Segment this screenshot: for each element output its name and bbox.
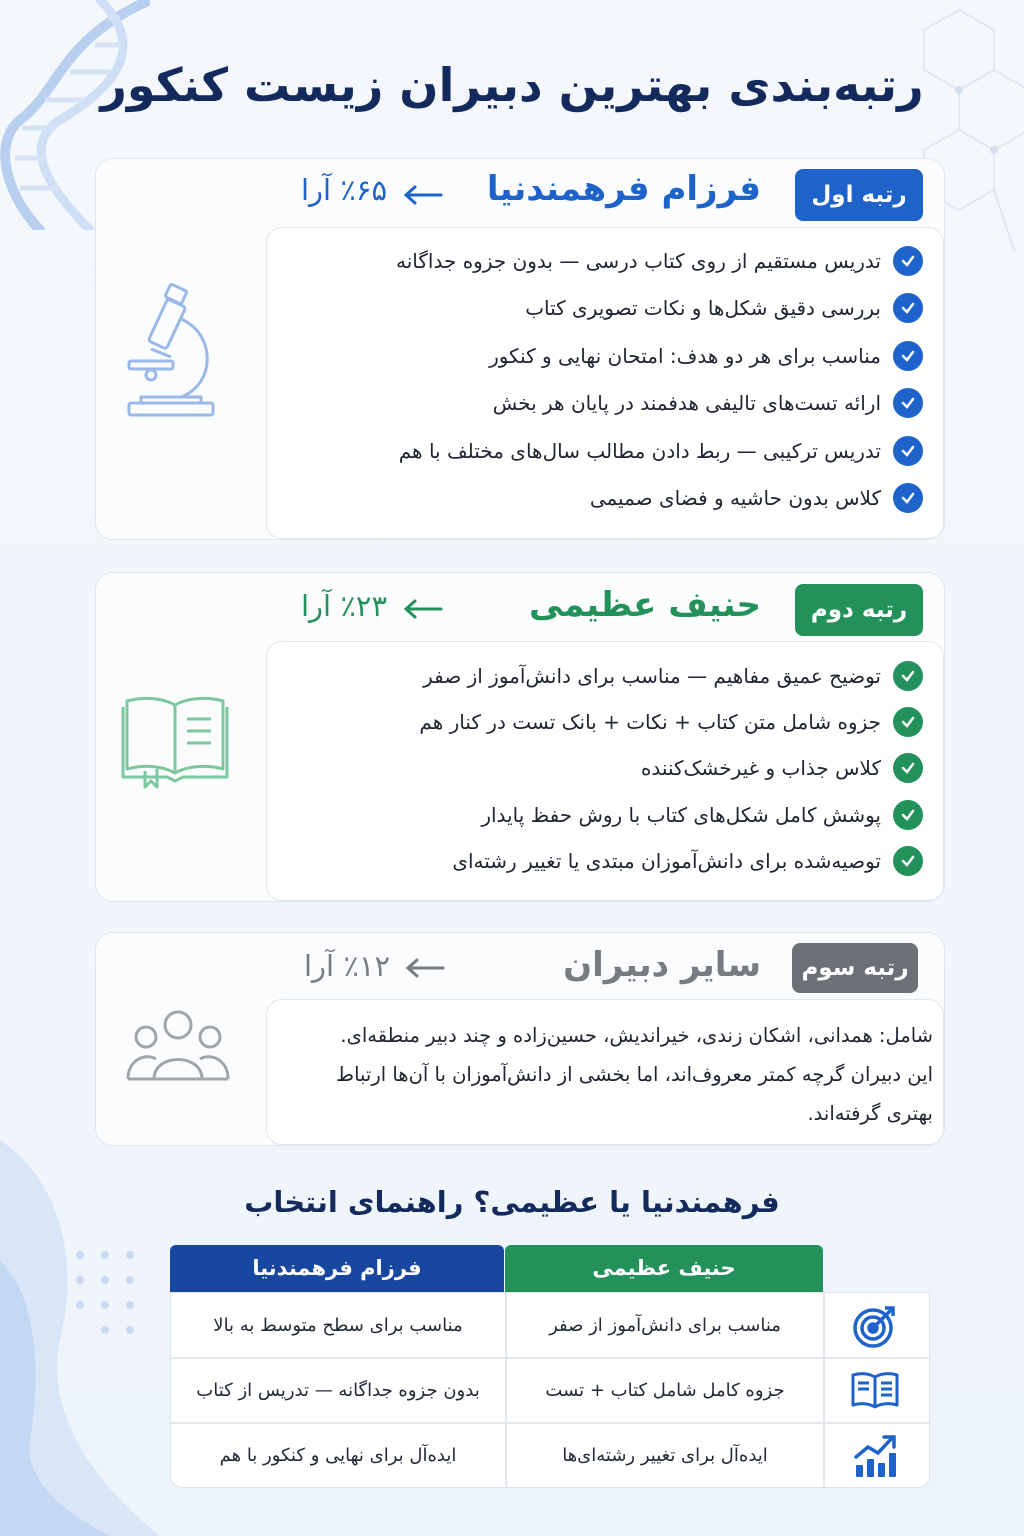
group-icon xyxy=(126,1009,230,1083)
book-icon xyxy=(850,1369,900,1413)
rank-card-first xyxy=(95,158,945,540)
feature-text: توضیح عمیق مفاهیم — مناسب برای دانش‌آموز از صفر xyxy=(423,664,881,688)
feature-text: کلاس بدون حاشیه و فضای صمیمی xyxy=(589,486,881,510)
feature-text: ارائه تست‌های تالیفی هدفمند در پایان هر بخش xyxy=(492,391,881,415)
feature-text: پوشش کامل شکل‌های کتاب با روش حفظ پایدار xyxy=(481,803,881,827)
comparison-title: فرهمندنیا یا عظیمی؟ راهنمای انتخاب xyxy=(244,1185,780,1219)
features-list-second xyxy=(266,641,944,901)
chart-growth-icon xyxy=(852,1433,898,1479)
teacher-name-second: حنیف عظیمی xyxy=(528,585,761,625)
arrow-left-icon xyxy=(403,185,443,205)
list-item xyxy=(287,336,943,376)
comparison-table xyxy=(170,1292,930,1488)
check-icon xyxy=(893,293,923,323)
table-cell: ایده‌آل برای نهایی و کنکور با هم xyxy=(219,1445,457,1466)
feature-text: کلاس جذاب و غیرخشک‌کننده xyxy=(640,756,881,780)
list-item xyxy=(287,795,943,835)
page-title: رتبه‌بندی بهترین دبیران زیست کنکور xyxy=(100,58,924,112)
arrow-left-icon xyxy=(403,599,443,619)
vote-percent-third: ٪۱۲ آرا xyxy=(304,949,391,983)
list-item xyxy=(287,702,943,742)
feature-text: تدریس ترکیبی — ربط دادن مطالب سال‌های مختلف با هم xyxy=(398,439,881,463)
vote-percent-second: ٪۲۳ آرا xyxy=(301,589,388,623)
feature-text: تدریس مستقیم از روی کتاب درسی — بدون جزوه جداگانه xyxy=(396,249,881,273)
check-icon xyxy=(893,846,923,876)
table-header-azimi: حنیف عظیمی xyxy=(505,1245,823,1292)
table-cell: مناسب برای سطح متوسط به بالا xyxy=(213,1315,463,1336)
check-icon xyxy=(893,707,923,737)
teacher-name-first: فرزام فرهمندنیا xyxy=(486,169,761,209)
check-icon xyxy=(893,800,923,830)
table-header-farahmand: فرزام فرهمندنیا xyxy=(170,1245,504,1292)
list-item xyxy=(287,431,943,471)
rank-badge-third: رتبه سوم xyxy=(792,943,918,993)
list-item xyxy=(287,841,943,881)
rank-badge-second: رتبه دوم xyxy=(795,584,923,636)
check-icon xyxy=(893,753,923,783)
check-icon xyxy=(893,388,923,418)
features-list-first xyxy=(266,227,944,539)
table-cell: ایده‌آل برای تغییر رشته‌ای‌ها xyxy=(562,1445,768,1466)
feature-text: مناسب برای هر دو هدف: امتحان نهایی و کنکور xyxy=(489,344,881,368)
check-icon xyxy=(893,341,923,371)
table-cell: مناسب برای دانش‌آموز از صفر xyxy=(549,1315,781,1336)
target-icon xyxy=(851,1302,899,1350)
rank-badge-first: رتبه اول xyxy=(795,169,923,221)
feature-text: بررسی دقیق شکل‌ها و نکات تصویری کتاب xyxy=(525,296,881,320)
list-item xyxy=(287,383,943,423)
check-icon xyxy=(893,436,923,466)
list-item xyxy=(287,478,943,518)
list-item xyxy=(287,241,943,281)
check-icon xyxy=(893,246,923,276)
list-item xyxy=(287,748,943,788)
check-icon xyxy=(893,483,923,513)
other-teachers-box xyxy=(266,999,944,1145)
vote-percent-first: ٪۶۵ آرا xyxy=(301,173,388,207)
rank-card-second xyxy=(95,572,945,902)
arrow-left-icon xyxy=(405,958,445,978)
other-teachers-description: شامل: همدانی، اشکان زندی، خیراندیش، حسین‌زاده و چند دبیر منطقه‌ای. این دبیران گرچه کمتر معروف‌اند، اما بخشی از دانش‌آموزان با آن‌ها ارتباط بهتری گرفته‌اند. xyxy=(336,1024,933,1125)
feature-text: جزوه شامل متن کتاب + نکات + بانک تست در کنار هم xyxy=(419,710,881,734)
table-cell: جزوه کامل شامل کتاب + تست xyxy=(545,1380,785,1401)
list-item xyxy=(287,288,943,328)
microscope-icon xyxy=(121,279,221,419)
table-cell: بدون جزوه جداگانه — تدریس از کتاب xyxy=(196,1380,480,1401)
check-icon xyxy=(893,661,923,691)
teacher-name-third: سایر دبیران xyxy=(563,945,761,985)
list-item xyxy=(287,656,943,696)
book-icon xyxy=(121,691,229,791)
rank-card-third xyxy=(95,932,945,1146)
feature-text: توصیه‌شده برای دانش‌آموزان مبتدی یا تغییر رشته‌ای xyxy=(452,849,881,873)
